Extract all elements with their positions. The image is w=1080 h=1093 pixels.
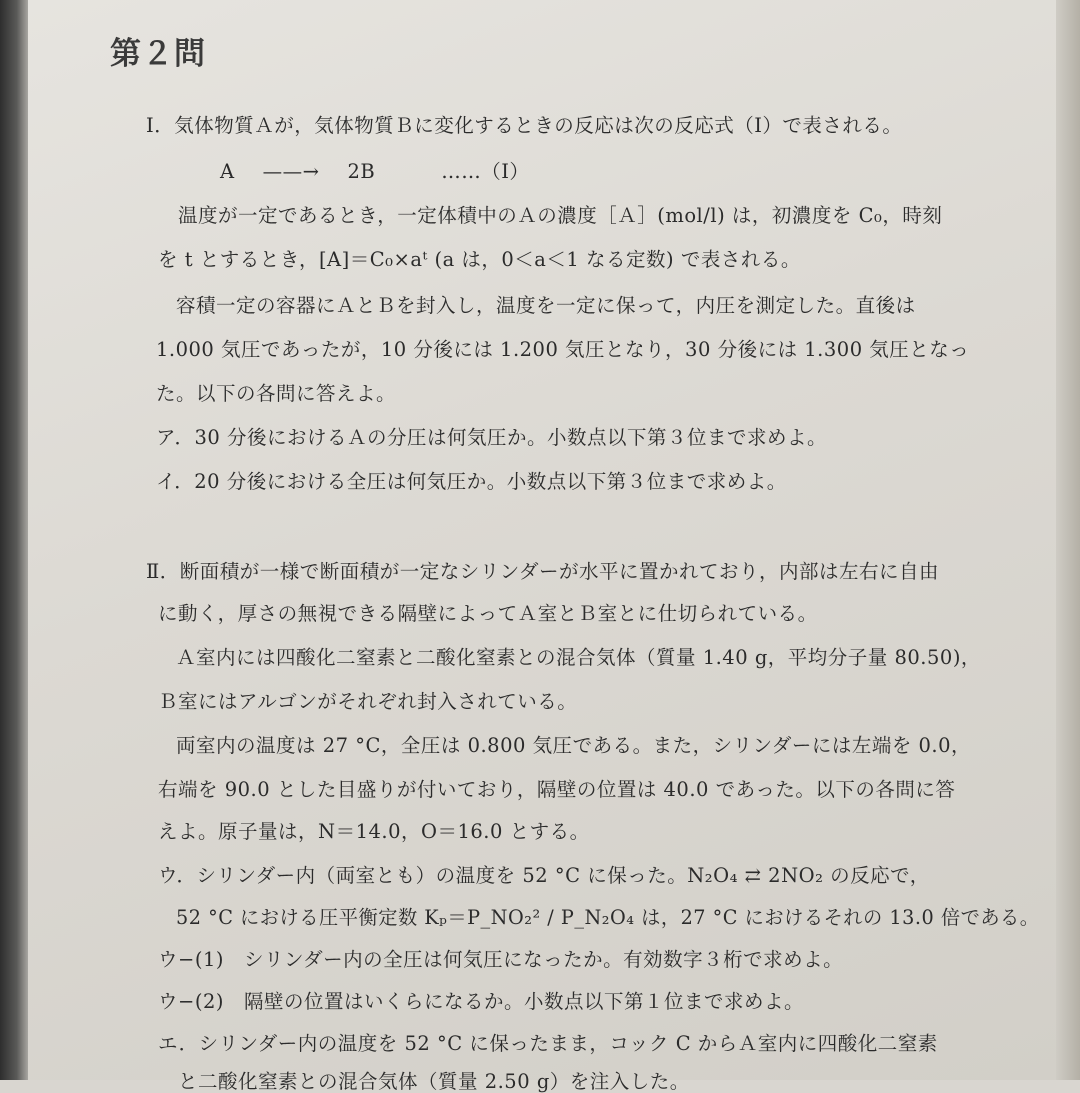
question-u: ウ．シリンダー内（両室とも）の温度を 52 °C に保った。N₂O₄ ⇄ 2NO₂ の反応で，	[158, 864, 930, 887]
part2-line-6: 右端を 90.0 とした目盛りが付いており，隔壁の位置は 40.0 であった。以下の各問に答	[158, 778, 956, 801]
question-e: エ．シリンダー内の温度を 52 °C に保ったまま，コック C からＡ室内に四酸化二窒素	[158, 1032, 938, 1055]
page-title: 第２問	[110, 36, 206, 72]
part1-line-1: Ⅰ．気体物質Ａが，気体物質Ｂに変化するときの反応は次の反応式（Ⅰ）で表される。	[146, 114, 903, 137]
reaction-arrow-icon: ——→	[262, 160, 320, 183]
equation-label: ……（Ⅰ）	[441, 160, 530, 183]
question-e-continued: と二酸化窒素との混合気体（質量 2.50 g）を注入した。	[178, 1070, 690, 1093]
part2-line-2: に動く，厚さの無視できる隔壁によってＡ室とＢ室とに仕切られている。	[158, 602, 818, 625]
book-spine-shadow	[0, 0, 28, 1080]
part1-line-5: 容積一定の容器にＡとＢを封入し，温度を一定に保って，内圧を測定した。直後は	[176, 294, 916, 317]
part1-line-7: た。以下の各問に答えよ。	[156, 382, 397, 405]
part1-line-4: を t とするとき，[A]＝C₀×aᵗ (a は，0＜a＜1 なる定数) で表される。	[158, 248, 801, 271]
question-a: ア．30 分後におけるＡの分圧は何気圧か。小数点以下第３位まで求めよ。	[156, 426, 827, 449]
reaction-equation	[220, 162, 529, 182]
equation-product: 2B	[347, 160, 376, 183]
question-u-detail: 52 °C における圧平衡定数 Kₚ＝P_NO₂² / P_N₂O₄ は，27 °C におけるそれの 13.0 倍である。	[176, 906, 1040, 929]
question-u-2: ウ−(2) 隔壁の位置はいくらになるか。小数点以下第１位まで求めよ。	[158, 990, 804, 1013]
question-i: イ．20 分後における全圧は何気圧か。小数点以下第３位まで求めよ。	[156, 470, 787, 493]
question-u-1: ウ−(1) シリンダー内の全圧は何気圧になったか。有効数字３桁で求めよ。	[158, 948, 844, 971]
page-edge	[1056, 0, 1080, 1080]
part2-line-5: 両室内の温度は 27 °C，全圧は 0.800 気圧である。また，シリンダーには左端を 0.0，	[176, 734, 972, 757]
equation-reactant: A	[220, 160, 235, 183]
part2-line-4: Ｂ室にはアルゴンがそれぞれ封入されている。	[158, 690, 578, 713]
part2-line-1: Ⅱ．断面積が一様で断面積が一定なシリンダーが水平に置かれており，内部は左右に自由	[146, 560, 939, 583]
part1-line-6: 1.000 気圧であったが，10 分後には 1.200 気圧となり，30 分後には 1.300 気圧となっ	[156, 338, 970, 361]
part2-line-3: Ａ室内には四酸化二窒素と二酸化窒素との混合気体（質量 1.40 g，平均分子量 80.50)，	[176, 646, 981, 669]
part1-line-3: 温度が一定であるとき，一定体積中のＡの濃度［Ａ］(mol/l) は，初濃度を C₀，時刻	[178, 204, 943, 227]
part2-line-7: えよ。原子量は，N＝14.0，O＝16.0 とする。	[158, 820, 590, 843]
